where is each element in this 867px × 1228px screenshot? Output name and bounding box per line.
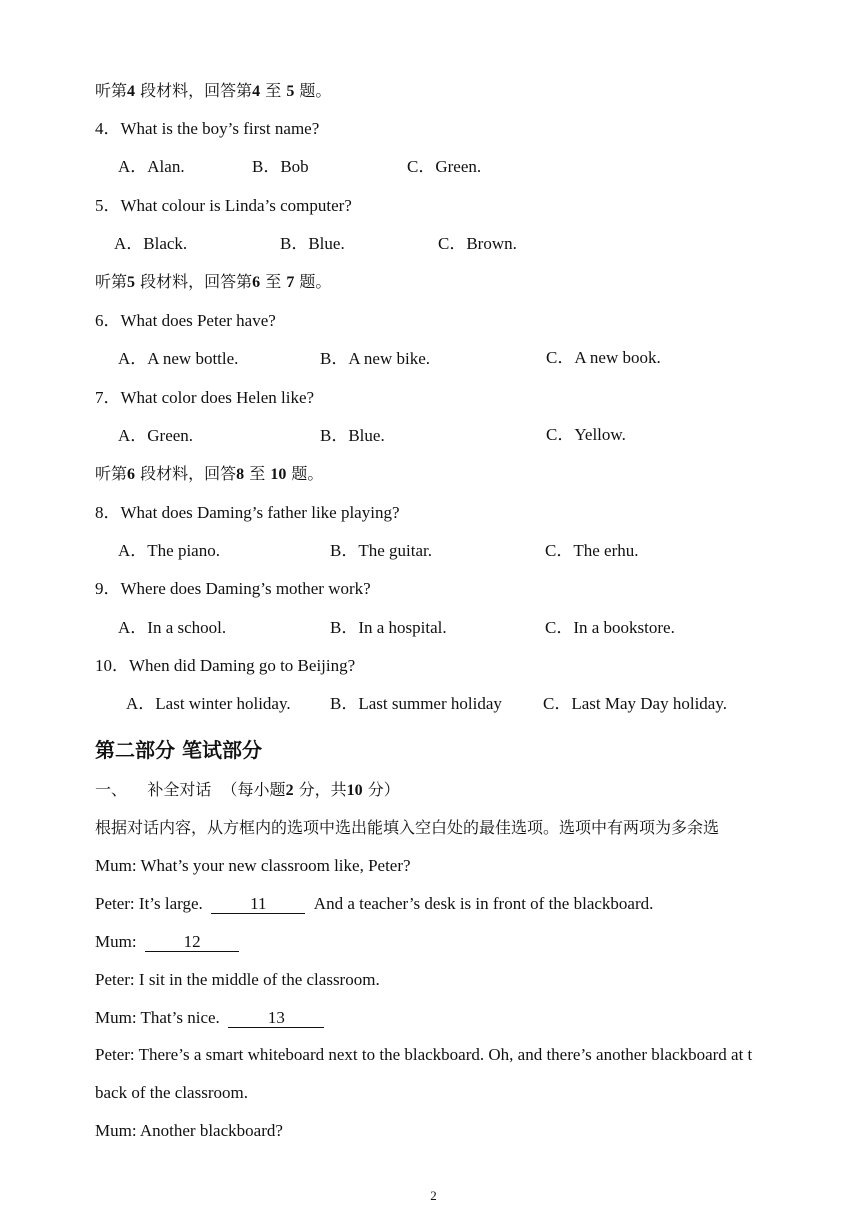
q10-option-b: B．Last summer holiday <box>330 694 502 713</box>
dialogue-line-2: Peter: It’s large. 11 And a teacher’s desk is in front of the blackboard. <box>95 894 654 913</box>
q9-option-c: C．In a bookstore. <box>545 618 675 637</box>
question-9: 9．Where does Daming’s mother work? <box>95 579 371 598</box>
part-two-title: 第二部分 笔试部分 <box>95 738 262 762</box>
blank-11[interactable]: 11 <box>211 895 305 914</box>
q7-option-c: C．Yellow. <box>546 425 626 444</box>
q8-option-b: B．The guitar. <box>330 541 432 560</box>
dialogue-instruction: 根据对话内容，从方框内的选项中选出能填入空白处的最佳选项。选项中有两项为多余选 <box>95 818 720 837</box>
question-7: 7．What color does Helen like? <box>95 388 315 407</box>
q4-option-a: A．Alan. <box>118 157 185 176</box>
dialogue-line-7: back of the classroom. <box>95 1083 248 1102</box>
dialogue-line-1: Mum: What’s your new classroom like, Peter? <box>95 856 411 875</box>
question-5: 5．What colour is Linda’s computer? <box>95 196 352 215</box>
page-number: 2 <box>430 1188 437 1203</box>
blank-13[interactable]: 13 <box>228 1009 324 1028</box>
q6-option-c: C．A new book. <box>546 348 661 367</box>
q10-option-a: A．Last winter holiday. <box>126 694 291 713</box>
section-heading-6: 听第6 段材料，回答8 至 10 题。 <box>95 464 324 483</box>
question-6: 6．What does Peter have? <box>95 311 276 330</box>
dialogue-line-6: Peter: There’s a smart whiteboard next to the blackboard. Oh, and there’s another blackboard at t <box>95 1045 753 1064</box>
q4-option-b: B．Bob <box>252 157 309 176</box>
dialogue-line-4: Peter: I sit in the middle of the classroom. <box>95 970 380 989</box>
q6-option-b: B．A new bike. <box>320 349 431 368</box>
q6-option-a: A．A new bottle. <box>118 349 239 368</box>
q4-option-c: C．Green. <box>407 157 482 176</box>
q9-option-a: A．In a school. <box>118 618 227 637</box>
q5-option-c: C．Brown. <box>438 234 517 253</box>
q10-option-c: C．Last May Day holiday. <box>543 694 727 713</box>
question-10: 10．When did Daming go to Beijing? <box>95 656 356 675</box>
section-heading-4: 听第4 段材料，回答第4 至 5 题。 <box>95 81 332 100</box>
dialogue-line-3: Mum: 12 <box>95 931 239 953</box>
q5-option-b: B．Blue. <box>280 234 345 253</box>
question-8: 8．What does Daming’s father like playing? <box>95 503 400 522</box>
section-heading-5: 听第5 段材料，回答第6 至 7 题。 <box>95 272 332 291</box>
blank-12[interactable]: 12 <box>145 933 239 952</box>
dialogue-line-8: Mum: Another blackboard? <box>95 1121 283 1140</box>
q7-option-b: B．Blue. <box>320 426 385 445</box>
q8-option-c: C．The erhu. <box>545 541 639 560</box>
dialogue-heading: 一、 补全对话 （每小题2 分，共10 分） <box>95 780 400 799</box>
dialogue-line-5: Mum: That’s nice. 13 <box>95 1007 324 1029</box>
question-4: 4．What is the boy’s first name? <box>95 119 320 138</box>
q5-option-a: A．Black. <box>114 234 188 253</box>
q9-option-b: B．In a hospital. <box>330 618 447 637</box>
q7-option-a: A．Green. <box>118 426 194 445</box>
q8-option-a: A．The piano. <box>118 541 220 560</box>
